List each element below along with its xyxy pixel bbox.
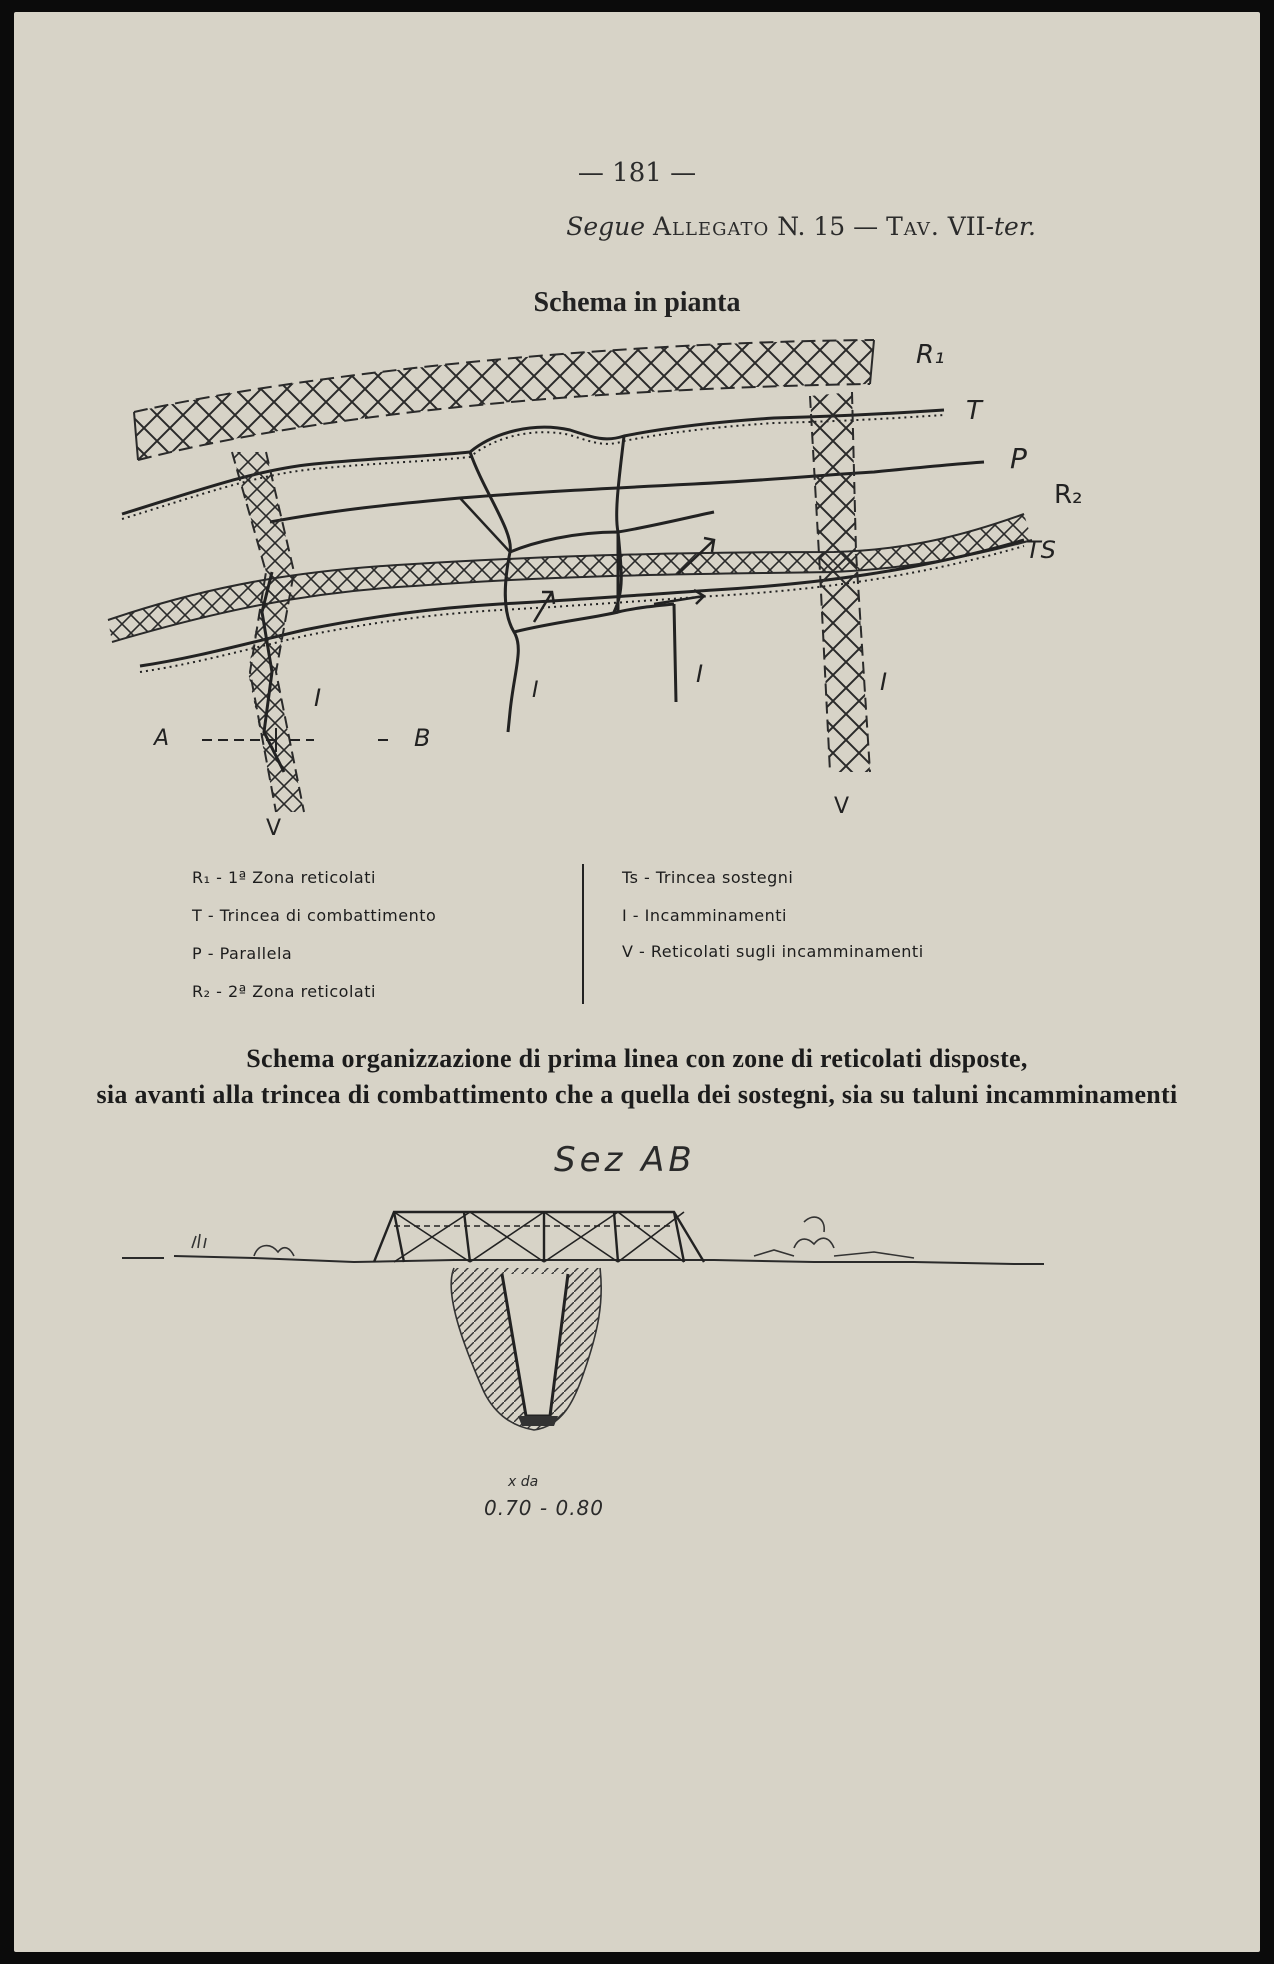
plan-title: Schema in pianta — [533, 287, 741, 318]
header-segue: Segue — [566, 212, 646, 241]
legend-item-t: T - Trincea di combattimento — [192, 906, 437, 925]
label-b: B — [414, 724, 431, 752]
caption-line-1: Schema organizzazione di prima linea con zone di reticolati disposte, — [246, 1044, 1028, 1073]
label-i-3: I — [696, 660, 704, 688]
document-page — [14, 12, 1260, 1952]
header-tav: Tav. — [886, 212, 940, 241]
label-r2: R₂ — [1054, 480, 1083, 510]
label-a: A — [154, 726, 170, 751]
legend-item-r1: R₁ - 1ª Zona reticolati — [192, 868, 376, 887]
section-width-label: 0.70 - 0.80 — [484, 1496, 604, 1520]
label-p: P — [1010, 442, 1027, 475]
header-tav-num: VII- — [939, 212, 994, 241]
legend-item-p: P - Parallela — [192, 944, 293, 963]
label-r1: R₁ — [916, 340, 945, 370]
label-i-2: I — [532, 678, 539, 703]
header-number: N. 15 — — [777, 212, 887, 241]
label-i-1: I — [314, 684, 322, 712]
section-title: Sez AB — [554, 1140, 696, 1180]
label-v-2: V — [834, 794, 850, 819]
header-ter: ter. — [994, 212, 1036, 241]
wire-obstacle — [374, 1212, 704, 1262]
section-small-label: x da — [508, 1474, 539, 1490]
legend-item-r2: R₂ - 2ª Zona reticolati — [192, 982, 376, 1001]
legend-item-i: I - Incamminamenti — [622, 906, 787, 925]
legend-item-ts: Ts - Trincea sostegni — [622, 868, 794, 887]
trench-profile — [451, 1268, 601, 1430]
header-allegato: Allegato — [652, 212, 770, 241]
label-t: T — [966, 396, 982, 426]
page-number: — 181 — — [577, 158, 697, 188]
section-drawing — [14, 12, 1260, 1952]
legend-item-v: V - Reticolati sugli incamminamenti — [622, 942, 924, 961]
label-i-4: I — [880, 668, 888, 696]
label-ts: TS — [1026, 536, 1056, 564]
label-v-1: V — [266, 816, 282, 841]
caption-line-2: sia avanti alla trincea di combattimento che a quella dei sostegni, sia su taluni incamminamenti — [96, 1080, 1178, 1109]
